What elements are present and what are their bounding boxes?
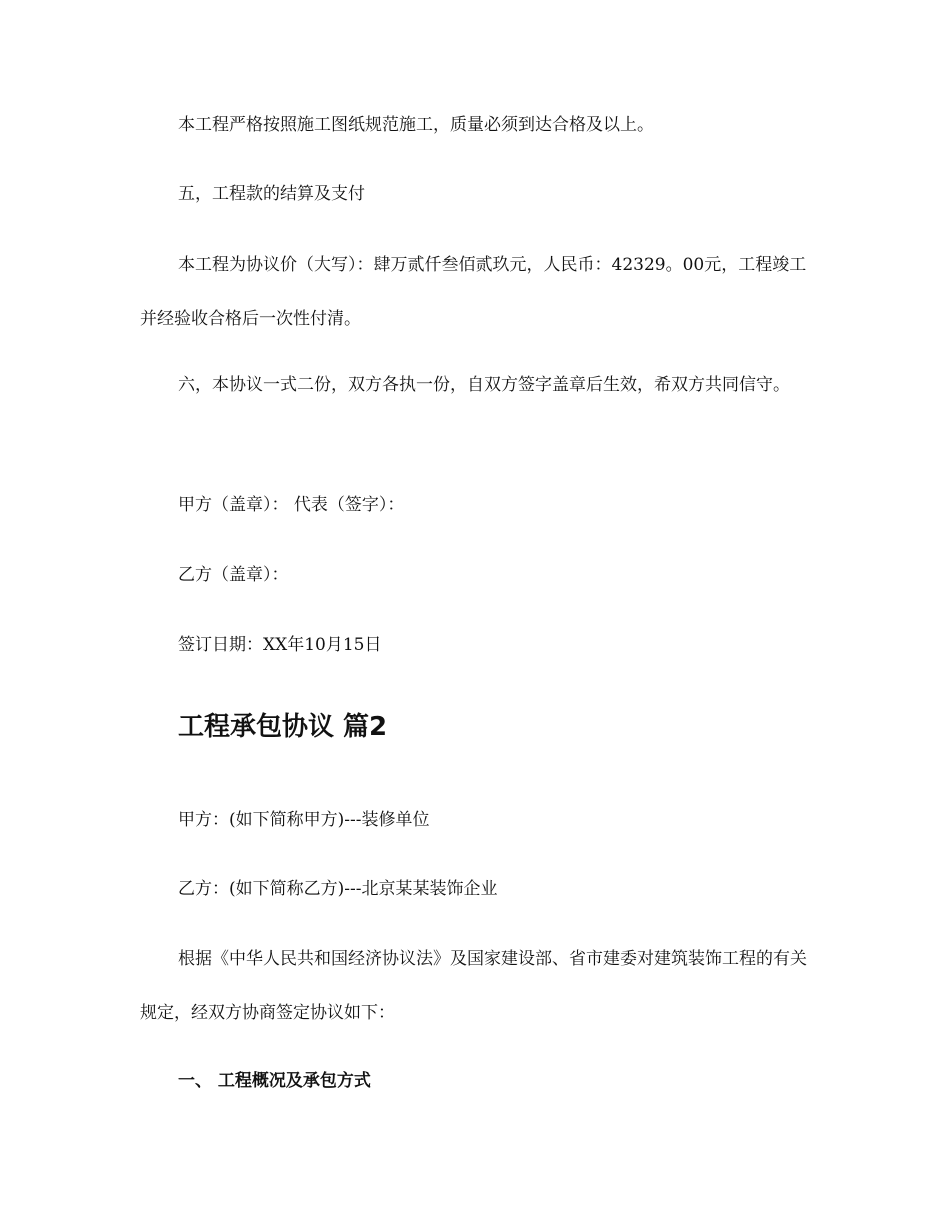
- party-b-info: 乙方：(如下简称乙方)---北京某某装饰企业: [178, 879, 498, 899]
- section-one-heading: 一、 工程概况及承包方式: [178, 1071, 371, 1091]
- party-a-signature-line: 甲方（盖章）： 代表（签字）：: [178, 495, 405, 515]
- agreement-title: 工程承包协议 篇2: [178, 712, 388, 742]
- quality-clause: 本工程严格按照施工图纸规范施工，质量必须到达合格及以上。: [178, 115, 654, 135]
- party-b-signature-line: 乙方（盖章）：: [178, 565, 289, 585]
- payment-clause: 本工程为协议价（大写）：肆万贰仟叁佰贰玖元，人民币：42329。00元，工程竣工并经验收合格后一次性付清。: [140, 255, 807, 329]
- preamble-paragraph: 根据《中华人民共和国经济协议法》及国家建设部、省市建委对建筑装饰工程的有关规定，经双方协商签定协议如下：: [140, 949, 807, 1023]
- signing-date: 签订日期：XX年10月15日: [178, 635, 382, 655]
- section-five-title: 五，工程款的结算及支付: [178, 184, 365, 204]
- section-six-clause: 六，本协议一式二份，双方各执一份，自双方签字盖章后生效，希双方共同信守。: [178, 375, 790, 395]
- party-a-info: 甲方：(如下简称甲方)---装修单位: [178, 810, 430, 830]
